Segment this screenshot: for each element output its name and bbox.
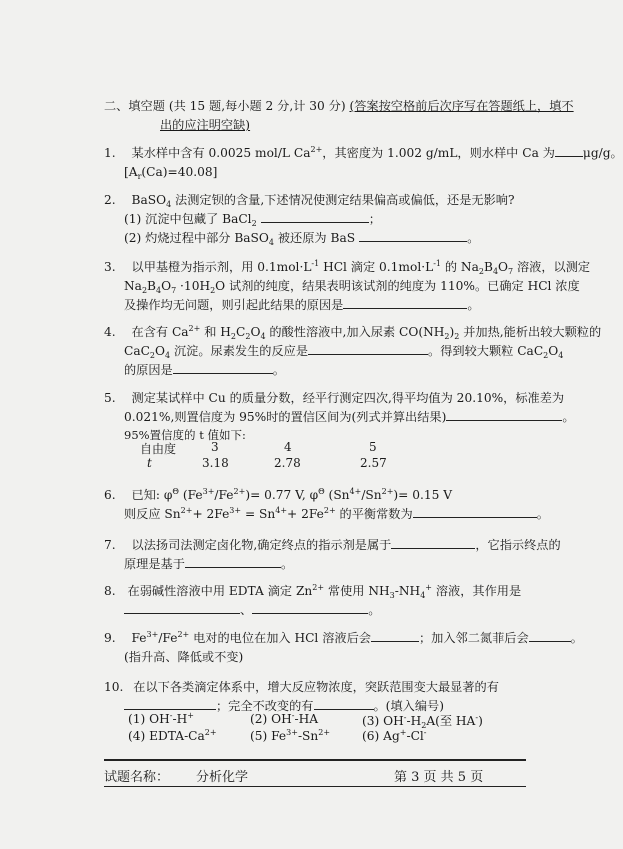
q6-l2-e: 的平衡常数为 — [335, 507, 413, 521]
q6-l1-c: /Fe — [214, 488, 234, 502]
q9-l1-b: /Fe — [158, 631, 178, 645]
q4-l1-b: 和 H — [200, 325, 231, 339]
q5-row2-label: t — [147, 456, 152, 470]
q10-o3-d: ) — [478, 714, 483, 728]
q10-o4: (4) EDTA-Ca — [128, 729, 205, 743]
q4-l2-sub-d: 4 — [558, 351, 564, 360]
section-header — [104, 96, 574, 116]
q2-b-end: 。 — [467, 231, 480, 245]
q6-l2-b: + 2Fe — [192, 507, 230, 521]
q9-blank-2[interactable] — [529, 630, 571, 642]
q10-option-3 — [362, 712, 483, 729]
q1-text-b: ，其密度为 1.002 g/mL，则水样中 Ca 为 — [322, 146, 555, 160]
section-note-2: 出的应注明空缺) — [160, 118, 251, 132]
q5-t-0: 3.18 — [202, 456, 229, 470]
section-note-1: (答案按空格前后次序写在答题纸上，填不 — [349, 99, 574, 113]
q5-number: 5. — [104, 391, 116, 405]
q10-option-4 — [128, 729, 217, 743]
q10-o3-b: -H — [406, 714, 422, 728]
q9-l1-d: ；加入邻二氮菲后会 — [418, 631, 529, 645]
q6-sup-b: 2+ — [233, 487, 246, 496]
q3-l2-sub-a: 2 — [141, 286, 148, 295]
q10-option-5 — [250, 729, 330, 743]
q4-l1-g: 并加热,能析出较大颗粒的 — [459, 325, 602, 339]
q4-l1-d: O — [250, 325, 261, 339]
q9-number: 9. — [104, 631, 116, 645]
q4-blank-1[interactable] — [308, 343, 428, 355]
q10-option-2 — [250, 712, 318, 726]
q1-sub-r: r — [137, 172, 142, 181]
q5-dof-0: 3 — [211, 440, 219, 454]
q3-line3 — [124, 295, 480, 315]
q3-l1-f: 溶液，以测定 — [513, 260, 591, 274]
q10-l2-b: ；完全不改变的有 — [216, 699, 314, 713]
q1-text: 某水样中含有 0.0025 mol/L Ca — [131, 146, 311, 160]
q4-sub-e: 2 — [454, 332, 460, 341]
q10-o6-minus: - — [423, 728, 427, 737]
q6-l1: 已知: φ — [131, 488, 173, 502]
q10-blank-2[interactable] — [314, 698, 374, 710]
q7-line2 — [124, 554, 293, 574]
footer-rule-bottom — [104, 786, 526, 787]
q4-l2-c: 沉淀。尿素发生的反应是 — [170, 344, 309, 358]
q4-l3: 的原因是 — [124, 363, 173, 377]
q4-sup: 2+ — [188, 324, 201, 333]
q7-l2: 原理是基于 — [124, 557, 185, 571]
q8-number: 8. — [104, 584, 116, 598]
q9-l1: Fe — [131, 631, 147, 645]
q4-sub-d: 2 — [444, 332, 450, 341]
q4-l2: CaC — [124, 344, 150, 358]
q4-l1-c: C — [236, 325, 246, 339]
q6-l1-g: )= 0.15 V — [393, 488, 453, 502]
q3-l2-sub-d: 2 — [210, 286, 216, 295]
q10-o2-minus: - — [291, 711, 295, 720]
q3-l2: Na — [124, 279, 142, 293]
q2-text-b: 法测定钡的含量,下述情况使测定结果偏高或偏低，还是无影响? — [171, 193, 515, 207]
q1-sup: 2+ — [310, 145, 323, 154]
footer-label: 试题名称： — [104, 770, 170, 785]
question-5 — [104, 388, 564, 408]
q4-l3-end: 。 — [272, 363, 285, 377]
q10-o5-b: -Sn — [297, 729, 319, 743]
q2-text: BaSO — [131, 193, 167, 207]
footer-page: 第 3 页 共 5 页 — [394, 770, 484, 785]
q6-l2-d: + 2Fe — [287, 507, 324, 521]
q8-sup: 2+ — [312, 583, 325, 592]
q4-line3 — [124, 360, 285, 380]
q5-dof-1: 4 — [284, 440, 292, 454]
q2-b: (2) 灼烧过程中部分 BaSO — [124, 231, 269, 245]
q4-l2-e: O — [548, 344, 559, 358]
q10-o1: (1) OH — [128, 712, 170, 726]
q6-line2 — [124, 504, 549, 526]
q6-sup-c: 4+ — [349, 487, 362, 496]
q4-l1-f: ) — [449, 325, 455, 339]
q2-b-sub: 4 — [268, 238, 274, 247]
q3-l1-c: 的 Na — [441, 260, 479, 274]
q10-o6-plus: + — [399, 728, 407, 737]
q6-l1-e: (Sn — [324, 488, 350, 502]
q2-option-2 — [124, 228, 479, 250]
q8-blank-2[interactable] — [252, 602, 368, 614]
q10-o1-minus: - — [169, 711, 173, 720]
q3-l2-b: B — [147, 279, 156, 293]
q3-sup-a: -1 — [311, 259, 320, 268]
q6-l2: 则反应 Sn — [124, 507, 181, 521]
q10-o5: (5) Fe — [250, 729, 287, 743]
q2-b-mid: 被还原为 BaS — [273, 231, 356, 245]
section-title: 二、填空题 — [104, 99, 165, 113]
q10-o5-sup-a: 3+ — [286, 728, 298, 737]
q9-l1-c: 电对的电位在加入 HCl 溶液后会 — [189, 631, 371, 645]
q3-l3-end: 。 — [467, 298, 480, 312]
q1-number: 1. — [104, 146, 116, 160]
q3-number: 3. — [104, 260, 116, 274]
q8-l1-d: 溶液，其作用是 — [431, 584, 522, 598]
q7-number: 7. — [104, 538, 116, 552]
q10-o5-sup-b: 2+ — [318, 728, 331, 737]
q7-l2-end: 。 — [280, 557, 294, 571]
q10-number: 10. — [104, 680, 124, 694]
q5-t-caption: 95%置信度的 t 值如下: — [124, 428, 246, 442]
q6-l1-d: )= 0.77 V, φ — [245, 488, 319, 502]
q6-l1-b: (Fe — [178, 488, 203, 502]
q4-l2-d: 。得到较大颗粒 CaC — [428, 344, 544, 358]
q5-row1-label: 自由度 — [140, 442, 177, 456]
q8-l1: 在弱碱性溶液中用 EDTA 滴定 Zn — [127, 584, 313, 598]
question-7 — [104, 535, 561, 555]
q3-l2-sub-b: 4 — [156, 286, 162, 295]
q10-o3-sub: 2 — [421, 721, 427, 730]
q7-blank-2[interactable] — [185, 556, 281, 568]
q10-o3: (3) OH — [362, 714, 404, 728]
q4-number: 4. — [104, 325, 116, 339]
q4-l2-sub-c: 2 — [543, 351, 549, 360]
q10-o3-minus-b: - — [475, 713, 479, 722]
q10-o2: (2) OH — [250, 712, 292, 726]
q8-sup-plus: + — [425, 583, 432, 592]
q3-l1-d: B — [483, 260, 493, 274]
q7-l1: 以法扬司法测定卤化物,确定终点的指示剂是属于 — [131, 538, 392, 552]
q6-l2-sup-a: 2+ — [180, 506, 193, 515]
q6-l2-sup-c: 4+ — [275, 506, 288, 515]
q9-l1-end: 。 — [570, 631, 583, 645]
q10-option-6 — [362, 729, 427, 743]
q8-sub-b: 4 — [420, 591, 426, 600]
q8-line2 — [124, 600, 380, 620]
q2-a-sub: 2 — [251, 219, 257, 228]
q3-l3: 及操作均无问题，则引起此结果的原因是 — [124, 298, 344, 312]
q4-l1: 在含有 Ca — [131, 325, 189, 339]
q10-option-1 — [128, 712, 194, 726]
q5-t-2: 2.57 — [360, 456, 387, 470]
q2-a-end: ； — [368, 212, 381, 226]
q8-l1-c: -NH — [394, 584, 421, 598]
section-desc: (共 15 题,每小题 2 分,计 30 分) — [168, 99, 346, 113]
q1-unit: μg/g。 — [582, 146, 623, 160]
q10-l2-c: 。(填入编号) — [373, 699, 444, 713]
q5-l2: 0.021%,则置信度为 95%时的置信区间为(列式并算出结果) — [124, 410, 447, 424]
q9-blank-1[interactable] — [371, 630, 419, 642]
q6-l2-sup-d: 2+ — [323, 506, 336, 515]
q9-sup-a: 3+ — [146, 630, 159, 639]
q6-l1-f: /Sn — [361, 488, 382, 502]
q6-l2-sup-b: 3+ — [229, 506, 242, 515]
q4-l2-sub-b: 4 — [165, 351, 171, 360]
q8-sub-a: 3 — [389, 591, 395, 600]
q5-l1: 测定某试样中 Cu 的质量分数，经平行测定四次,得平均值为 20.10%，标准差为 — [131, 391, 565, 405]
q3-sub-b: 4 — [492, 267, 499, 276]
q9-line2: (指升高、降低或不变) — [124, 650, 244, 664]
q3-sup-b: -1 — [433, 259, 441, 268]
footer-rule-top — [104, 759, 526, 761]
q4-sub-c: 4 — [260, 332, 266, 341]
q4-l2-b: O — [155, 344, 166, 358]
q3-l1-e: O — [498, 260, 509, 274]
q6-number: 6. — [104, 488, 116, 502]
q2-blank-1[interactable] — [261, 211, 369, 223]
q3-l2-sub-c: 7 — [171, 286, 177, 295]
q1-line2 — [124, 162, 217, 184]
q10-o6: (6) Ag — [362, 729, 400, 743]
q4-sub-b: 2 — [245, 332, 251, 341]
q10-l1: 在以下各类滴定体系中，增大反应物浓度，突跃范围变大最显著的有 — [133, 680, 499, 694]
q3-l2-e: O 试剂的纯度，结果表明该试剂的纯度为 110%。已确定 HCl 浓度 — [215, 279, 580, 293]
q3-blank[interactable] — [343, 297, 467, 309]
q4-l1-e: 的酸性溶液中,加入尿素 CO(NH — [265, 325, 445, 339]
q6-l2-c: = Sn — [241, 507, 276, 521]
q1-ar: [A — [124, 165, 138, 179]
q7-blank-1[interactable] — [391, 537, 475, 549]
q10-blank-1[interactable] — [124, 698, 216, 710]
q5-line2 — [124, 407, 575, 427]
q6-theta-a: Θ — [172, 487, 179, 496]
question-10 — [104, 677, 499, 697]
q1-atomic-mass: (Ca)=40.08] — [141, 165, 218, 179]
q10-o3-minus: - — [403, 713, 407, 722]
footer-subject: 分析化学 — [196, 770, 249, 785]
q5-l2-end: 。 — [562, 410, 575, 424]
q10-o3-c: A(至 HA — [426, 714, 476, 728]
q3-l1: 以甲基橙为指示剂，用 0.1mol·L — [131, 260, 312, 274]
q5-t-1: 2.78 — [274, 456, 301, 470]
q9-sup-b: 2+ — [177, 630, 190, 639]
q4-l2-sub-a: 2 — [149, 351, 156, 360]
q5-dof-2: 5 — [369, 440, 377, 454]
q8-sep: 、 — [240, 603, 253, 617]
q2-blank-2[interactable] — [359, 230, 467, 242]
q3-l1-b: HCl 滴定 0.1mol·L — [319, 260, 434, 274]
q4-sub-a: 2 — [230, 332, 237, 341]
q2-a: (1) 沉淀中包藏了 BaCl — [124, 212, 252, 226]
q6-sup-a: 3+ — [202, 487, 215, 496]
q8-l1-b: 常使用 NH — [324, 584, 390, 598]
q7-l1-b: ，它指示终点的 — [475, 538, 561, 552]
q3-l2-d: ·10H — [176, 279, 211, 293]
q8-blank-1[interactable] — [124, 602, 240, 614]
q10-o2-b: -HA — [294, 712, 319, 726]
q8-l2-end: 。 — [368, 603, 381, 617]
q2-sub: 4 — [166, 200, 172, 209]
q10-o6-b: -Cl — [406, 729, 424, 743]
q6-theta-b: Θ — [318, 487, 325, 496]
q5-blank[interactable] — [446, 409, 562, 421]
q4-blank-2[interactable] — [173, 362, 273, 374]
q6-l2-end: 。 — [536, 507, 549, 521]
q6-sup-d: 2+ — [381, 487, 394, 496]
q3-sub-a: 2 — [478, 267, 484, 276]
q1-blank[interactable] — [555, 145, 583, 157]
q10-o1-plus: + — [187, 711, 194, 720]
q10-o1-b: -H — [172, 712, 188, 726]
q2-number: 2. — [104, 193, 116, 207]
q6-blank[interactable] — [413, 506, 537, 518]
q3-sub-c: 7 — [508, 267, 514, 276]
q10-o4-sup: 2+ — [204, 728, 217, 737]
q3-l2-c: O — [161, 279, 172, 293]
